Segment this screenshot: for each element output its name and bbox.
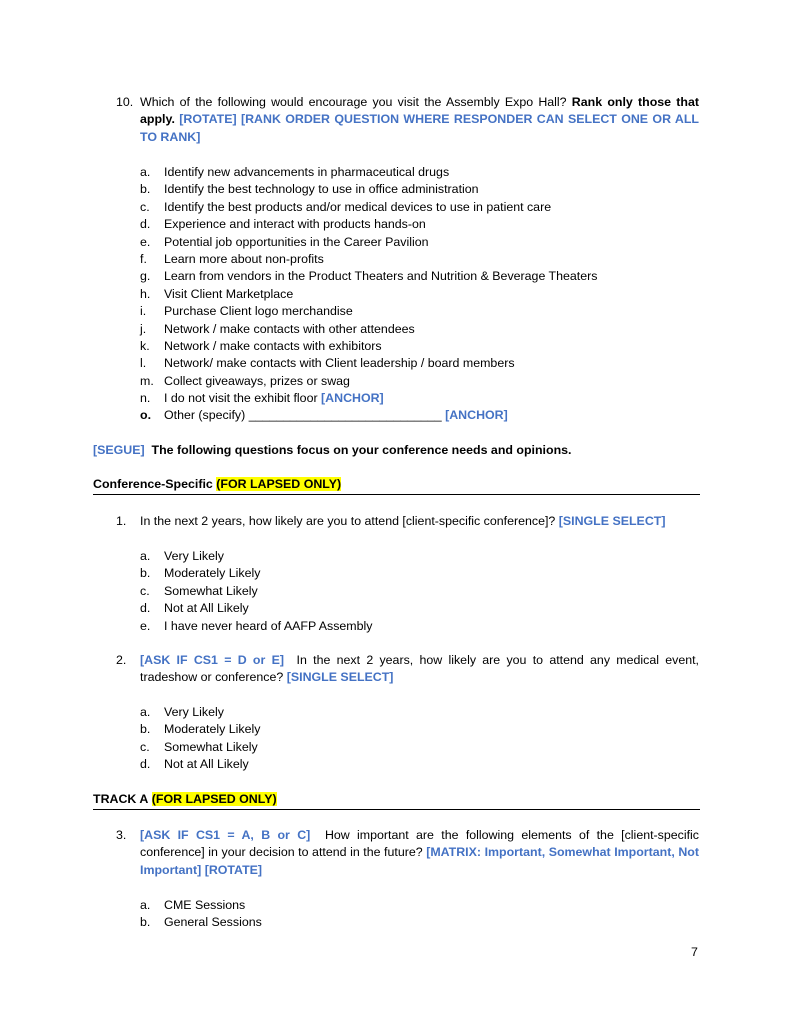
question-2 [116, 652, 699, 687]
option-text: Potential job opportunities in the Career Pavilion [164, 234, 429, 249]
question-body: Which of the following would encourage you visit the Assembly Expo Hall? [140, 95, 567, 109]
option-text: Identify the best technology to use in office administration [164, 182, 479, 197]
question-10-options [140, 164, 700, 425]
list-item [140, 739, 700, 756]
segue-text: The following questions focus on your conference needs and opinions. [151, 443, 572, 457]
option-label: a. [140, 705, 151, 719]
list-item [140, 181, 700, 198]
question-number: 3. [116, 828, 127, 842]
question-3-options [140, 897, 700, 932]
question-2-options [140, 704, 700, 774]
question-number: 10. [116, 95, 134, 109]
option-text: Not at All Likely [164, 757, 249, 772]
question-instruction: [ROTATE] [RANK ORDER QUESTION WHERE RESPONDER CAN SELECT ONE OR ALL TO RANK] [140, 112, 699, 144]
question-body: How important are the following elements of the [client-specific conference] in your decision to attend in the future? [140, 828, 699, 860]
list-item [140, 407, 700, 424]
list-item [140, 268, 700, 285]
option-text: Moderately Likely [164, 722, 261, 737]
option-label: g. [140, 269, 151, 284]
list-item [140, 914, 700, 931]
list-item [140, 199, 700, 216]
option-text [164, 390, 384, 407]
option-text: General Sessions [164, 915, 262, 930]
option-label: d. [140, 601, 151, 616]
segue-line [93, 442, 700, 459]
option-text: Visit Client Marketplace [164, 286, 294, 301]
list-item [140, 373, 700, 390]
option-text: Identify new advancements in pharmaceutical drugs [164, 165, 450, 179]
option-label: b. [140, 722, 151, 737]
question-instruction: [MATRIX: Important, Somewhat Important, Not Important] [ROTATE] [140, 845, 699, 877]
option-label: m. [140, 373, 154, 388]
option-text: Very Likely [164, 549, 224, 563]
question-instruction: [SINGLE SELECT] [558, 514, 666, 528]
page-number: 7 [691, 945, 698, 959]
option-text: Moderately Likely [164, 566, 261, 581]
list-item [140, 756, 700, 773]
option-label: c. [140, 199, 150, 214]
option-label: e. [140, 234, 151, 249]
question-text [140, 94, 699, 146]
option-label: b. [140, 915, 151, 930]
question-3 [116, 827, 699, 879]
option-text: Very Likely [164, 705, 224, 719]
option-text: Experience and interact with products hands-on [164, 217, 426, 232]
section-heading-conference-specific [93, 476, 700, 495]
list-item [140, 338, 700, 355]
option-text: Network/ make contacts with Client leadership / board members [164, 356, 515, 371]
list-item [140, 600, 700, 617]
question-number: 1. [116, 514, 127, 528]
option-text: Somewhat Likely [164, 739, 258, 754]
list-item [140, 321, 700, 338]
option-label: d. [140, 217, 151, 232]
list-item [140, 721, 700, 738]
list-item [140, 618, 700, 635]
option-label: c. [140, 583, 150, 598]
option-label: l. [140, 356, 147, 371]
option-label: a. [140, 549, 151, 563]
option-label: a. [140, 165, 151, 179]
section-highlight: (FOR LAPSED ONLY) [216, 477, 342, 491]
option-body: I do not visit the exhibit floor [164, 391, 318, 406]
option-label: a. [140, 898, 151, 912]
list-item [140, 897, 700, 914]
section-heading-track-a [93, 791, 700, 810]
option-label: o. [140, 408, 152, 423]
list-item [140, 355, 700, 372]
list-item [140, 164, 700, 181]
list-item [140, 251, 700, 268]
section-highlight: (FOR LAPSED ONLY) [151, 792, 277, 806]
list-item [140, 303, 700, 320]
question-condition: [ASK IF CS1 = A, B or C] [140, 828, 311, 842]
option-label: e. [140, 618, 151, 633]
question-1 [116, 513, 699, 530]
question-number: 2. [116, 653, 127, 667]
option-text: CME Sessions [164, 898, 246, 912]
option-text: Somewhat Likely [164, 583, 258, 598]
section-title: TRACK A [93, 792, 149, 806]
question-instruction: [SINGLE SELECT] [286, 670, 394, 685]
option-text: Learn from vendors in the Product Theaters and Nutrition & Beverage Theaters [164, 269, 598, 284]
question-condition: [ASK IF CS1 = D or E] [140, 653, 284, 667]
option-text: Learn more about non-profits [164, 251, 324, 266]
option-label: k. [140, 338, 150, 353]
list-item [140, 565, 700, 582]
question-body: In the next 2 years, how likely are you to attend [client-specific conference]? [140, 514, 556, 528]
option-label: b. [140, 566, 151, 581]
option-body: Other (specify) ____________________________ [164, 408, 442, 423]
list-item [140, 548, 700, 565]
option-text [164, 407, 508, 424]
question-bold-text: Rank only those that apply. [140, 95, 699, 127]
anchor-tag: [ANCHOR] [445, 408, 508, 423]
list-item [140, 390, 700, 407]
option-label: b. [140, 182, 151, 197]
list-item [140, 286, 700, 303]
option-label: h. [140, 286, 151, 301]
option-label: c. [140, 739, 150, 754]
option-label: d. [140, 757, 151, 772]
option-label: i. [140, 304, 147, 319]
list-item [140, 583, 700, 600]
option-text: Network / make contacts with exhibitors [164, 338, 382, 353]
question-10 [116, 94, 699, 146]
option-text: Not at All Likely [164, 601, 249, 616]
option-text: Network / make contacts with other attendees [164, 321, 415, 336]
question-text [140, 827, 699, 879]
option-text: Purchase Client logo merchandise [164, 304, 353, 319]
segue-tag: [SEGUE] [93, 443, 145, 457]
section-title: Conference-Specific [93, 477, 213, 491]
question-1-options [140, 548, 700, 635]
list-item [140, 216, 700, 233]
option-text: Identify the best products and/or medical devices to use in patient care [164, 199, 552, 214]
question-body: In the next 2 years, how likely are you to attend any medical event, tradeshow or conference? [140, 653, 699, 685]
anchor-tag: [ANCHOR] [321, 391, 384, 406]
option-label: n. [140, 391, 151, 406]
list-item [140, 234, 700, 251]
option-text: Collect giveaways, prizes or swag [164, 373, 350, 388]
question-text [140, 513, 699, 530]
option-text: I have never heard of AAFP Assembly [164, 618, 373, 633]
list-item [140, 704, 700, 721]
question-text [140, 652, 699, 687]
option-label: j. [140, 321, 147, 336]
option-label: f. [140, 251, 147, 266]
